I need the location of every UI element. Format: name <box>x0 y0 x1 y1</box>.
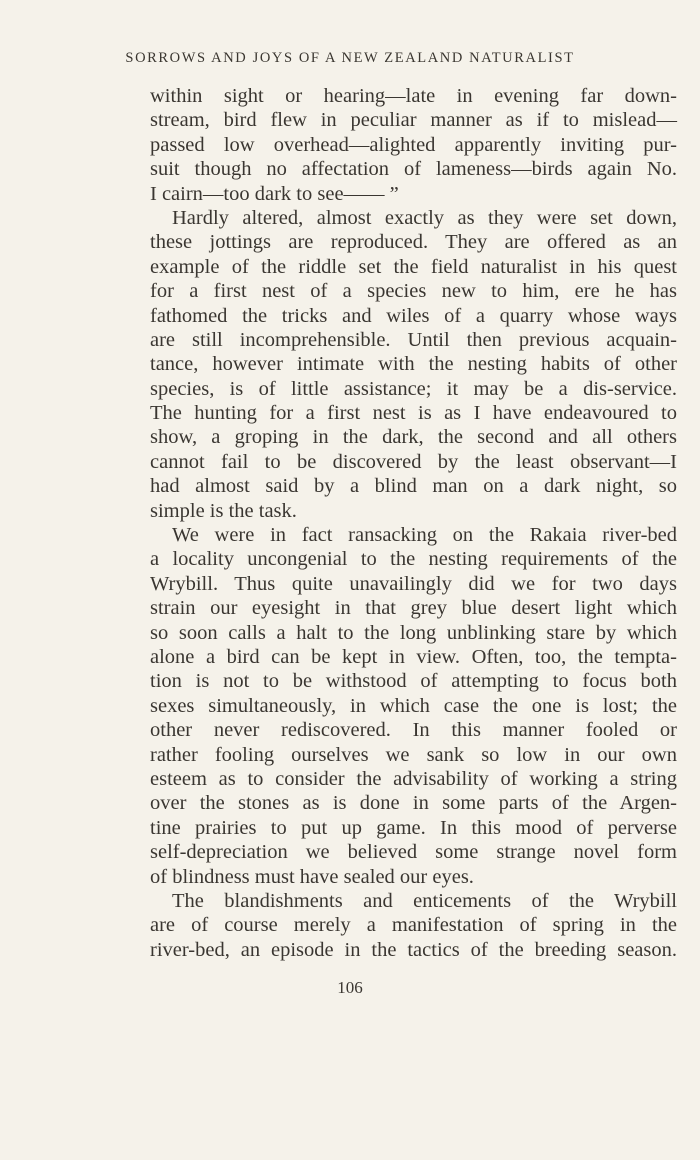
page-number: 106 <box>337 978 363 997</box>
text-line: fathomed the tricks and wiles of a quarry whose ways <box>150 304 677 327</box>
text-line: are of course merely a manifestation of spring in the <box>150 914 677 937</box>
text-line: river-bed, an episode in the tactics of the breeding season. <box>150 938 677 961</box>
paragraph <box>150 84 677 206</box>
text-line: strain our eyesight in that grey blue desert light which <box>150 597 677 620</box>
text-line: tance, however intimate with the nesting habits of other <box>150 353 677 376</box>
text-line: had almost said by a blind man on a dark night, so <box>150 475 677 498</box>
text-line: of blindness must have sealed our eyes. <box>150 865 474 888</box>
paragraph <box>150 523 677 889</box>
running-head: SORROWS AND JOYS OF A NEW ZEALAND NATURALIST <box>125 50 575 66</box>
text-line: rather fooling ourselves we sank so low in our own <box>150 743 677 766</box>
text-line: a locality uncongenial to the nesting requirements of the <box>150 548 677 571</box>
text-line: alone a bird can be kept in view. Often, too, the tempta- <box>150 645 677 668</box>
text-line: are still incomprehensible. Until then previous acquain- <box>150 328 677 351</box>
text-line: tine prairies to put up game. In this mood of perverse <box>150 816 677 839</box>
text-line: within sight or hearing—late in evening far down- <box>150 85 677 107</box>
text-line: suit though no affectation of lameness—birds again No. <box>150 158 677 181</box>
text-line: We were in fact ransacking on the Rakaia river-bed <box>172 524 677 547</box>
text-line: species, is of little assistance; it may be a dis-service. <box>150 377 677 400</box>
text-line: passed low overhead—alighted apparently inviting pur- <box>150 133 677 156</box>
text-line: Hardly altered, almost exactly as they were set down, <box>172 206 677 229</box>
text-line: esteem as to consider the advisability of working a string <box>150 767 677 790</box>
text-line: simple is the task. <box>150 499 297 522</box>
text-line: I cairn—too dark to see—— ” <box>150 182 399 205</box>
text-line: example of the riddle set the field naturalist in his quest <box>150 255 677 278</box>
paragraph <box>150 206 677 523</box>
body-text <box>150 84 677 962</box>
paragraph <box>150 889 677 962</box>
text-line: sexes simultaneously, in which case the one is lost; the <box>150 694 677 717</box>
text-line: self-depreciation we believed some strange novel form <box>150 841 677 864</box>
text-line: cannot fail to be discovered by the least observant—I <box>150 450 677 473</box>
text-line: so soon calls a halt to the long unblinking stare by which <box>150 621 677 644</box>
text-line: over the stones as is done in some parts of the Argen- <box>150 792 677 815</box>
text-line: The hunting for a first nest is as I have endeavoured to <box>150 402 677 425</box>
text-line: these jottings are reproduced. They are offered as an <box>150 231 677 254</box>
text-line: show, a groping in the dark, the second and all others <box>150 426 677 449</box>
text-line: other never rediscovered. In this manner fooled or <box>150 719 677 742</box>
text-line: for a first nest of a species new to him, ere he has <box>150 280 677 303</box>
text-line: Wrybill. Thus quite unavailingly did we for two days <box>150 572 677 595</box>
text-line: The blandishments and enticements of the Wrybill <box>172 889 677 912</box>
text-line: stream, bird flew in peculiar manner as if to mislead— <box>150 109 677 132</box>
text-line: tion is not to be withstood of attempting to focus both <box>150 670 677 693</box>
